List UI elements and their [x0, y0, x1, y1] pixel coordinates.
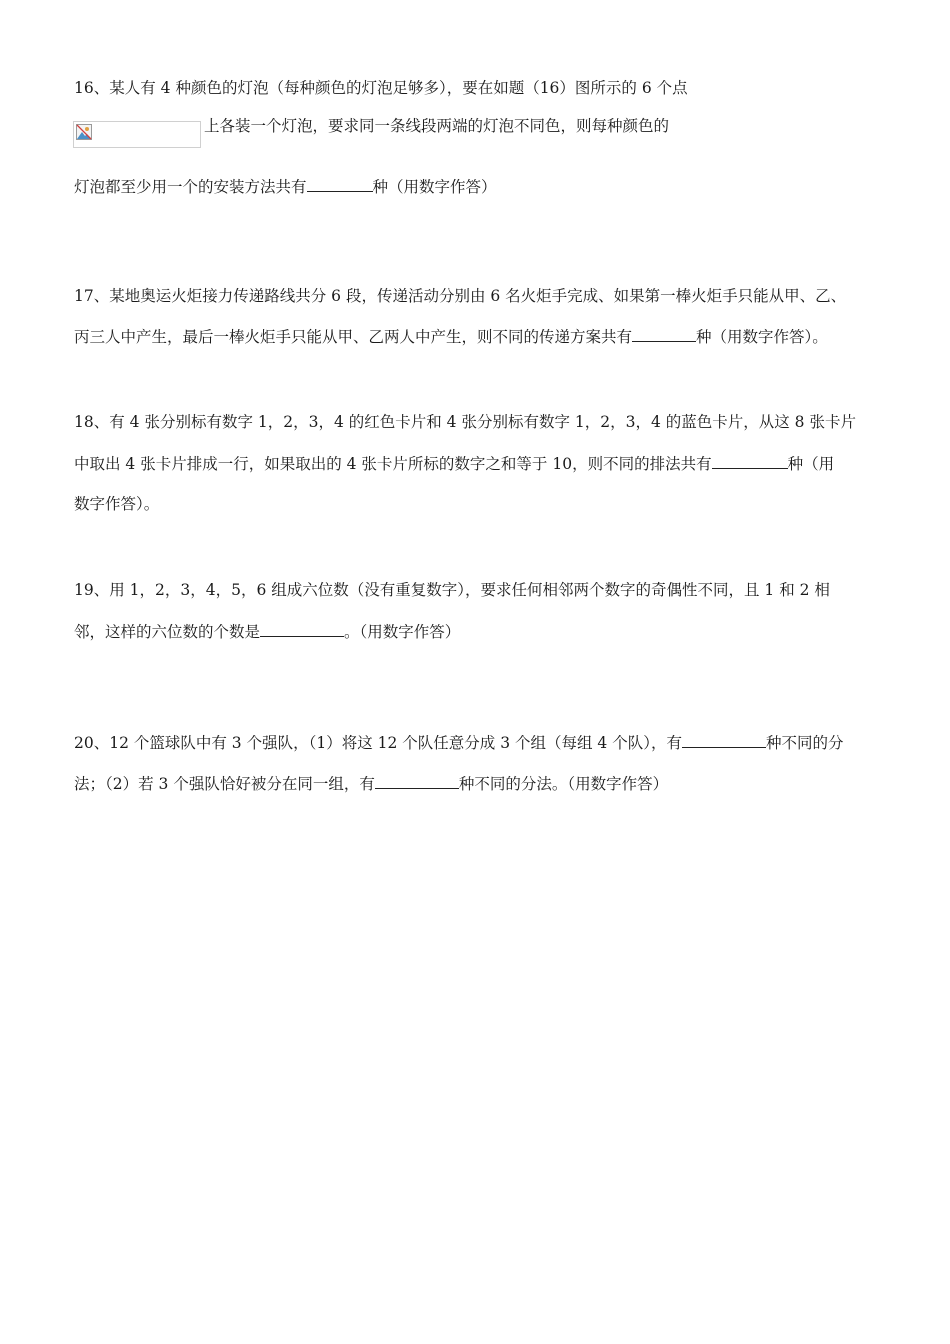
q16-figure-image: [73, 121, 201, 148]
q20-line1-suffix: 种不同的分: [765, 734, 844, 752]
q18-line2-text: 中取出 4 张卡片排成一行，如果取出的 4 张卡片所标的数字之和等于 10，则不同的排法共有: [74, 455, 712, 473]
q16-line2: 上各装一个灯泡，要求同一条线段两端的灯泡不同色，则每种颜色的: [204, 117, 670, 135]
q20-answer-blank-2[interactable]: [375, 773, 459, 789]
q17-line2-text: 丙三人中产生，最后一棒火炬手只能从甲、乙两人中产生，则不同的传递方案共有: [74, 328, 633, 346]
q18-line2: [74, 453, 834, 474]
q17-line1: 17、某地奥运火炬接力传递路线共分 6 段，传递活动分别由 6 名火炬手完成、如果第一棒火炬手只能从甲、乙、: [74, 287, 847, 305]
q18-line3: 数字作答）。: [74, 495, 160, 513]
q19-answer-blank[interactable]: [260, 621, 344, 637]
q18-line1: 18、有 4 张分别标有数字 1，2，3，4 的红色卡片和 4 张分别标有数字 1，2，3，4 的蓝色卡片，从这 8 张卡片: [74, 413, 856, 431]
q18-line2-suffix: 种（用: [787, 455, 835, 473]
q19-line2: [74, 621, 460, 642]
broken-image-icon: [76, 124, 92, 140]
q16-line3-suffix: 种（用数字作答）: [372, 178, 497, 196]
q20-line2-suffix: 种不同的分法。（用数字作答）: [458, 775, 669, 793]
q18-answer-blank[interactable]: [712, 453, 788, 469]
q16-answer-blank[interactable]: [307, 176, 373, 192]
q20-line2: [74, 773, 668, 794]
q17-answer-blank[interactable]: [632, 326, 696, 342]
q16-line3: [74, 176, 497, 197]
q16-line3-text: 灯泡都至少用一个的安装方法共有: [74, 178, 307, 196]
q20-line2-text: 法；（2）若 3 个强队恰好被分在同一组，有: [74, 775, 375, 793]
q20-answer-blank-1[interactable]: [682, 732, 766, 748]
q17-line2-suffix: 种（用数字作答）。: [696, 328, 828, 346]
q19-line2-suffix: 。（用数字作答）: [344, 623, 461, 641]
q16-line1: 16、某人有 4 种颜色的灯泡（每种颜色的灯泡足够多），要在如题（16）图所示的 6 个点: [74, 79, 688, 97]
q19-line1: 19、用 1，2，3，4，5，6 组成六位数（没有重复数字），要求任何相邻两个数字的奇偶性不同，且 1 和 2 相: [74, 581, 830, 599]
q20-line1-text: 20、12 个篮球队中有 3 个强队，（1）将这 12 个队任意分成 3 个组（每组 4 个队），有: [74, 734, 682, 752]
q17-line2: [74, 326, 828, 347]
q19-line2-text: 邻，这样的六位数的个数是: [74, 623, 261, 641]
q20-line1: [74, 732, 843, 753]
